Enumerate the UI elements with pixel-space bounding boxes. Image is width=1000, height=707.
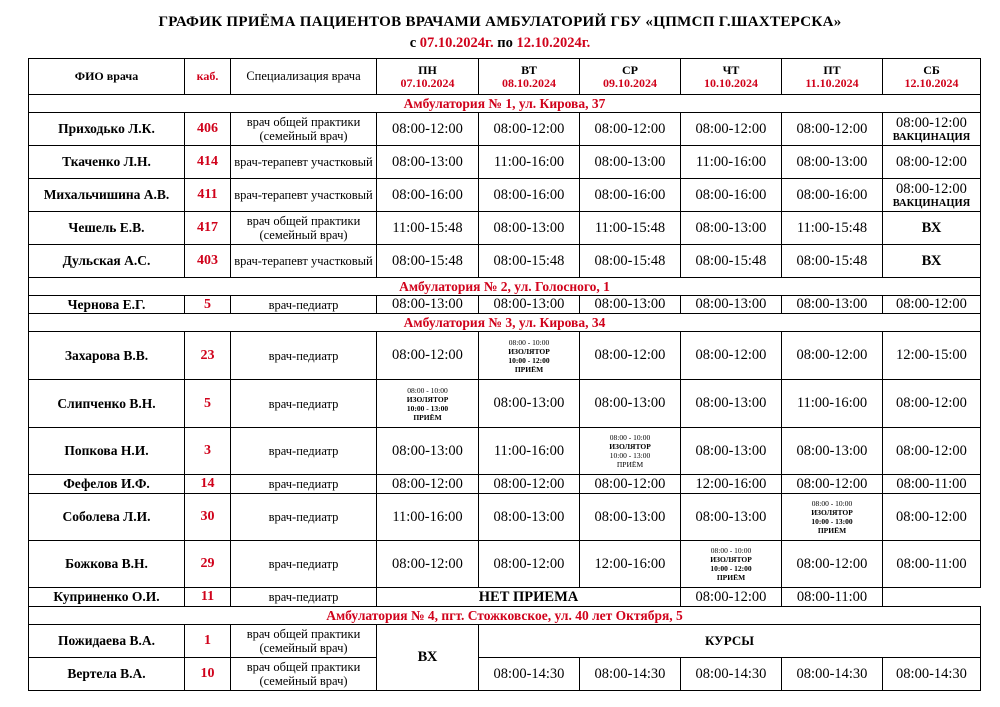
table-row — [29, 113, 981, 146]
schedule-cell: 08:00-13:00 — [782, 146, 883, 179]
schedule-cell: 08:00-13:00 — [681, 212, 782, 245]
schedule-cell: 11:00-15:48 — [580, 212, 681, 245]
period-prefix: с — [409, 35, 417, 51]
doctor-name: Пожидаева В.А. — [29, 625, 185, 658]
header-row — [29, 59, 981, 95]
schedule-cell: 08:00-16:00 — [782, 179, 883, 212]
schedule-cell: 12:00-16:00 — [580, 541, 681, 588]
schedule-cell: 08:00-13:00 — [580, 296, 681, 314]
schedule-cell: 08:00-12:00 — [377, 475, 479, 494]
doctor-name: Чешель Е.В. — [29, 212, 185, 245]
table-row — [29, 475, 981, 494]
cabinet: 414 — [185, 146, 231, 179]
table-row — [29, 588, 981, 607]
schedule-cell: 08:00-14:30 — [479, 658, 580, 691]
header-day: СБ 12.10.2024 — [883, 59, 981, 95]
schedule-cell: 08:00-12:00 — [883, 296, 981, 314]
schedule-cell: 08:00-12:00 — [479, 113, 580, 146]
schedule-cell: 08:00-11:00 — [883, 475, 981, 494]
cabinet: 30 — [185, 494, 231, 541]
section-row — [29, 314, 981, 332]
table-row — [29, 428, 981, 475]
section-row — [29, 607, 981, 625]
schedule-cell: 08:00-12:00 — [782, 475, 883, 494]
cabinet: 5 — [185, 380, 231, 428]
specialization: врач-терапевт участковый — [231, 146, 377, 179]
vaccination-note: ВАКЦИНАЦИЯ — [892, 132, 971, 143]
schedule-cell: 08:00-12:00 — [479, 541, 580, 588]
specialization: врач-педиатр — [231, 588, 377, 607]
specialization: врач общей практики (семейный врач) — [231, 113, 377, 146]
schedule-cell: 08:00-13:00 — [377, 146, 479, 179]
section-row — [29, 95, 981, 113]
cabinet: 1 — [185, 625, 231, 658]
header-day: ВТ 08.10.2024 — [479, 59, 580, 95]
schedule-cell: 08:00-12:00 — [580, 332, 681, 380]
schedule-cell: 08:00-16:00 — [681, 179, 782, 212]
specialization: врач общей практики (семейный врач) — [231, 625, 377, 658]
schedule-cell: ВХ — [883, 245, 981, 278]
table-row — [29, 380, 981, 428]
cabinet: 14 — [185, 475, 231, 494]
schedule-cell: 08:00-12:00 — [681, 113, 782, 146]
schedule-cell: 08:00-11:00 — [883, 541, 981, 588]
schedule-cell: 08:00-16:00 — [377, 179, 479, 212]
schedule-cell: 11:00-16:00 — [479, 428, 580, 475]
schedule-cell: 08:00-13:00 — [681, 494, 782, 541]
table-row — [29, 179, 981, 212]
schedule-cell: 08:00-12:00 — [782, 332, 883, 380]
page-title: ГРАФИК ПРИЁМА ПАЦИЕНТОВ ВРАЧАМИ АМБУЛАТОРИЙ ГБУ «ЦПМСП Г.ШАХТЕРСКА» — [158, 14, 842, 30]
specialization: врач-педиатр — [231, 541, 377, 588]
section-title: Амбулатория № 4, пгт. Стожковское, ул. 40 лет Октября, 5 — [29, 607, 981, 625]
no-reception-cell: НЕТ ПРИЕМА — [377, 588, 681, 607]
doctor-name: Вертела В.А. — [29, 658, 185, 691]
table-row — [29, 245, 981, 278]
doctor-name: Приходько Л.К. — [29, 113, 185, 146]
courses-cell: КУРСЫ — [479, 625, 981, 658]
schedule-cell: 08:00-12:00 — [479, 475, 580, 494]
section-title: Амбулатория № 2, ул. Голосного, 1 — [29, 278, 981, 296]
schedule-cell: 08:00-15:48 — [782, 245, 883, 278]
specialization: врач-терапевт участковый — [231, 179, 377, 212]
doctor-name: Соболева Л.И. — [29, 494, 185, 541]
schedule-table — [28, 58, 981, 691]
schedule-cell: 08:00-16:00 — [580, 179, 681, 212]
schedule-cell: 08:00-13:00 — [479, 494, 580, 541]
doctor-name: Попкова Н.И. — [29, 428, 185, 475]
header-day: ПТ 11.10.2024 — [782, 59, 883, 95]
schedule-cell: 08:00-12:00 ВАКЦИНАЦИЯ — [883, 113, 981, 146]
section-title: Амбулатория № 3, ул. Кирова, 34 — [29, 314, 981, 332]
schedule-cell: 08:00-12:00 — [681, 332, 782, 380]
doctor-name: Михальчишина А.В. — [29, 179, 185, 212]
isolator-cell: 08:00 - 10:00 ИЗОЛЯТОР 10:00 - 13:00 ПРИЁМ — [580, 428, 681, 475]
schedule-cell: 08:00-16:00 — [479, 179, 580, 212]
cabinet: 411 — [185, 179, 231, 212]
schedule-cell: 08:00-13:00 — [681, 380, 782, 428]
schedule-cell: 08:00-12:00 — [883, 380, 981, 428]
specialization: врач-педиатр — [231, 428, 377, 475]
period-to: 12.10.2024г. — [516, 35, 591, 51]
cabinet: 406 — [185, 113, 231, 146]
schedule-cell: 08:00-12:00 — [782, 541, 883, 588]
cabinet: 10 — [185, 658, 231, 691]
schedule-cell: 08:00-14:30 — [883, 658, 981, 691]
doctor-name: Фефелов И.Ф. — [29, 475, 185, 494]
specialization: врач-педиатр — [231, 475, 377, 494]
schedule-cell: 08:00-12:00 — [377, 332, 479, 380]
specialization: врач-терапевт участковый — [231, 245, 377, 278]
cabinet: 403 — [185, 245, 231, 278]
schedule-cell: 08:00-12:00 — [580, 475, 681, 494]
schedule-cell: 08:00-13:00 — [782, 296, 883, 314]
table-row — [29, 212, 981, 245]
period-subtitle — [0, 35, 1000, 52]
specialization: врач-педиатр — [231, 380, 377, 428]
schedule-cell: 08:00-12:00 — [580, 113, 681, 146]
table-row — [29, 332, 981, 380]
schedule-cell: 08:00-13:00 — [681, 296, 782, 314]
period-from: 07.10.2024г. — [419, 35, 494, 51]
isolator-cell: 08:00 - 10:00 ИЗОЛЯТОР 10:00 - 13:00 ПРИЁМ — [377, 380, 479, 428]
schedule-cell: 08:00-15:48 — [377, 245, 479, 278]
specialization: врач общей практики (семейный врач) — [231, 658, 377, 691]
schedule-cell: 08:00-12:00 — [883, 146, 981, 179]
schedule-cell: 08:00-13:00 — [681, 428, 782, 475]
header-name: ФИО врача — [29, 59, 185, 95]
specialization: врач-педиатр — [231, 494, 377, 541]
schedule-cell: 08:00-15:48 — [479, 245, 580, 278]
period-sep: по — [497, 35, 513, 51]
header-day: ПН 07.10.2024 — [377, 59, 479, 95]
schedule-cell: 08:00-13:00 — [377, 428, 479, 475]
schedule-cell: ВХ — [883, 212, 981, 245]
isolator-cell: 08:00 - 10:00 ИЗОЛЯТОР 10:00 - 12:00 ПРИЁМ — [681, 541, 782, 588]
schedule-cell: 11:00-15:48 — [782, 212, 883, 245]
cabinet: 29 — [185, 541, 231, 588]
cabinet: 23 — [185, 332, 231, 380]
cabinet: 3 — [185, 428, 231, 475]
schedule-cell: 08:00-11:00 — [782, 588, 883, 607]
schedule-cell: 08:00-14:30 — [681, 658, 782, 691]
table-row — [29, 658, 981, 691]
table-row — [29, 146, 981, 179]
header-cab: каб. — [185, 59, 231, 95]
isolator-cell: 08:00 - 10:00 ИЗОЛЯТОР 10:00 - 13:00 ПРИЁМ — [782, 494, 883, 541]
schedule-cell: 08:00-13:00 — [479, 296, 580, 314]
schedule-cell: 11:00-16:00 — [479, 146, 580, 179]
header-day: СР 09.10.2024 — [580, 59, 681, 95]
table-row — [29, 541, 981, 588]
doctor-name: Куприненко О.И. — [29, 588, 185, 607]
schedule-cell: 08:00-13:00 — [580, 494, 681, 541]
schedule-cell: 08:00-13:00 — [580, 380, 681, 428]
schedule-cell: 11:00-16:00 — [782, 380, 883, 428]
table-row — [29, 625, 981, 658]
schedule-cell: 08:00-12:00 — [377, 541, 479, 588]
schedule-cell: 12:00-15:00 — [883, 332, 981, 380]
header-day: ЧТ 10.10.2024 — [681, 59, 782, 95]
schedule-cell: 08:00-13:00 — [479, 212, 580, 245]
specialization: врач-педиатр — [231, 296, 377, 314]
schedule-cell: 08:00-12:00 — [377, 113, 479, 146]
section-title: Амбулатория № 1, ул. Кирова, 37 — [29, 95, 981, 113]
schedule-cell: 08:00-13:00 — [782, 428, 883, 475]
schedule-cell: 08:00-12:00 — [883, 428, 981, 475]
section-row — [29, 278, 981, 296]
header-spec: Специализация врача — [231, 59, 377, 95]
schedule-cell: 08:00-12:00 ВАКЦИНАЦИЯ — [883, 179, 981, 212]
doctor-name: Чернова Е.Г. — [29, 296, 185, 314]
table-row — [29, 494, 981, 541]
doctor-name: Захарова В.В. — [29, 332, 185, 380]
table-row — [29, 296, 981, 314]
schedule-cell: 08:00-13:00 — [580, 146, 681, 179]
doctor-name: Ткаченко Л.Н. — [29, 146, 185, 179]
specialization: врач общей практики (семейный врач) — [231, 212, 377, 245]
schedule-cell: 08:00-12:00 — [681, 588, 782, 607]
schedule-cell: 08:00-15:48 — [580, 245, 681, 278]
isolator-cell: 08:00 - 10:00 ИЗОЛЯТОР 10:00 - 12:00 ПРИЁМ — [479, 332, 580, 380]
schedule-cell: 11:00-16:00 — [681, 146, 782, 179]
schedule-cell: 11:00-15:48 — [377, 212, 479, 245]
doctor-name: Слипченко В.Н. — [29, 380, 185, 428]
schedule-cell: 08:00-14:30 — [580, 658, 681, 691]
schedule-cell: 11:00-16:00 — [377, 494, 479, 541]
schedule-cell: 08:00-12:00 — [782, 113, 883, 146]
schedule-cell: 12:00-16:00 — [681, 475, 782, 494]
doctor-name: Дульская А.С. — [29, 245, 185, 278]
cabinet: 5 — [185, 296, 231, 314]
schedule-cell: 08:00-15:48 — [681, 245, 782, 278]
schedule-cell: 08:00-13:00 — [479, 380, 580, 428]
cabinet: 11 — [185, 588, 231, 607]
specialization: врач-педиатр — [231, 332, 377, 380]
vaccination-note: ВАКЦИНАЦИЯ — [892, 198, 971, 209]
schedule-cell: 08:00-13:00 — [377, 296, 479, 314]
cabinet: 417 — [185, 212, 231, 245]
schedule-cell: 08:00-14:30 — [782, 658, 883, 691]
day-off-cell: ВХ — [377, 625, 479, 691]
schedule-cell: 08:00-12:00 — [883, 494, 981, 541]
doctor-name: Божкова В.Н. — [29, 541, 185, 588]
